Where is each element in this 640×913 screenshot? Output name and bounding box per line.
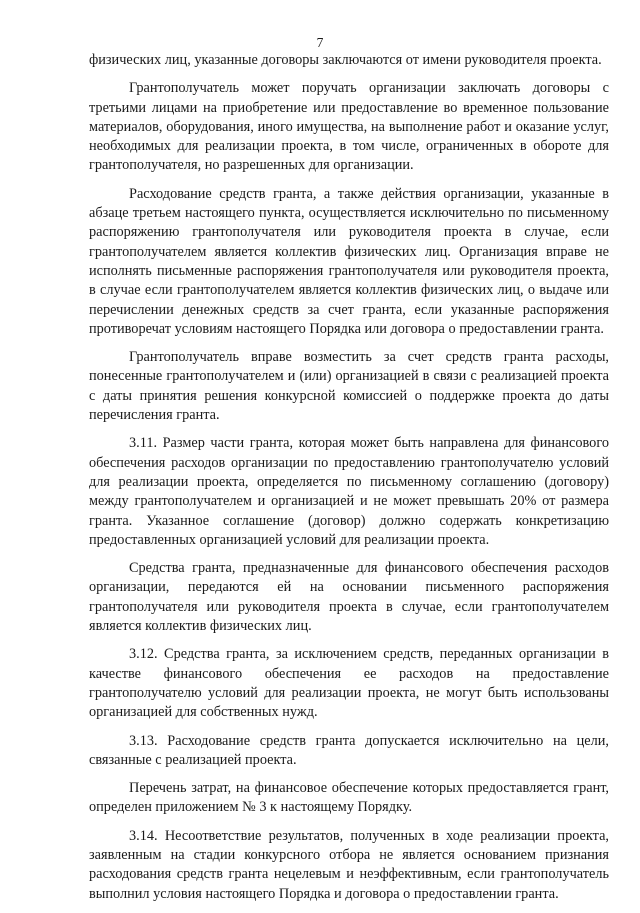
paragraph-continuation: физических лиц, указанные договоры заключаются от имени руководителя проекта. [89, 52, 602, 68]
paragraph-contracts: Грантополучатель может поручать организации заключать договоры с третьими лицами на приобретение или предоставление во временное пользование материалов, оборудования, иного имущества, на выполнение работ и оказание услуг, необходимых для реализации проекта, в том числе, ограниченных в обороте для грантополучателя, но разрешенных для организации. [89, 80, 609, 174]
paragraph-3-14: 3.14. Несоответствие результатов, полученных в ходе реализации проекта, заявленным на стадии конкурсного отбора не является основанием признания расходования средств гранта нецелевым и неэффективным, если грантополучатель выполнил условия настоящего Порядка и договора о предоставлении гранта. [89, 827, 609, 902]
paragraph-reimbursement: Грантополучатель вправе возместить за счет средств гранта расходы, понесенные грантополучателем и (или) организацией в связи с реализацией проекта с даты принятия решения конкурсной комиссией о поддержке проекта до даты перечисления гранта. [89, 349, 609, 424]
page-number: 7 [316, 35, 324, 50]
document-body [89, 51, 609, 913]
paragraph-3-11: 3.11. Размер части гранта, которая может быть направлена для финансового обеспечения расходов организации по предоставлению грантополучателю условий для реализации проекта, определяется по письменному соглашению (договору) между грантополучателем и организацией и не может превышать 20% от размера гранта. Указанное соглашение (договор) должно содержать конкретизацию предоставленных организацией условий для реализации проекта. [89, 435, 609, 548]
paragraph-3-12: 3.12. Средства гранта, за исключением средств, переданных организации в качестве финансового обеспечения ее расходов на предоставление грантополучателю условий для реализации проекта, не могут быть использованы организацией для собственных нужд. [89, 646, 609, 721]
paragraph-3-13: 3.13. Расходование средств гранта допускается исключительно на цели, связанные с реализацией проекта. [89, 732, 609, 768]
paragraph-organization-funds: Средства гранта, предназначенные для финансового обеспечения расходов организации, передаются ей на основании письменного распоряжения грантополучателя или руководителя проекта в случае, если грантополучателем является коллектив физических лиц. [89, 560, 609, 635]
paragraph-cost-list: Перечень затрат, на финансовое обеспечение которых предоставляется грант, определен приложением № 3 к настоящему Порядку. [89, 780, 609, 816]
paragraph-spending-orders: Расходование средств гранта, а также действия организации, указанные в абзаце третьем настоящего пункта, осуществляется исключительно по письменному распоряжению грантополучателя или руководителя проекта в случае, если грантополучателем является коллектив физических лиц. Организация вправе не исполнять письменные распоряжения грантополучателя или руководителя проекта, в случае если грантополучателем является коллектив физических лиц, о выдаче или перечислении денежных средств за счет гранта, если указанные распоряжения противоречат условиям настоящего Порядка или договора о предоставлении гранта. [89, 185, 609, 337]
